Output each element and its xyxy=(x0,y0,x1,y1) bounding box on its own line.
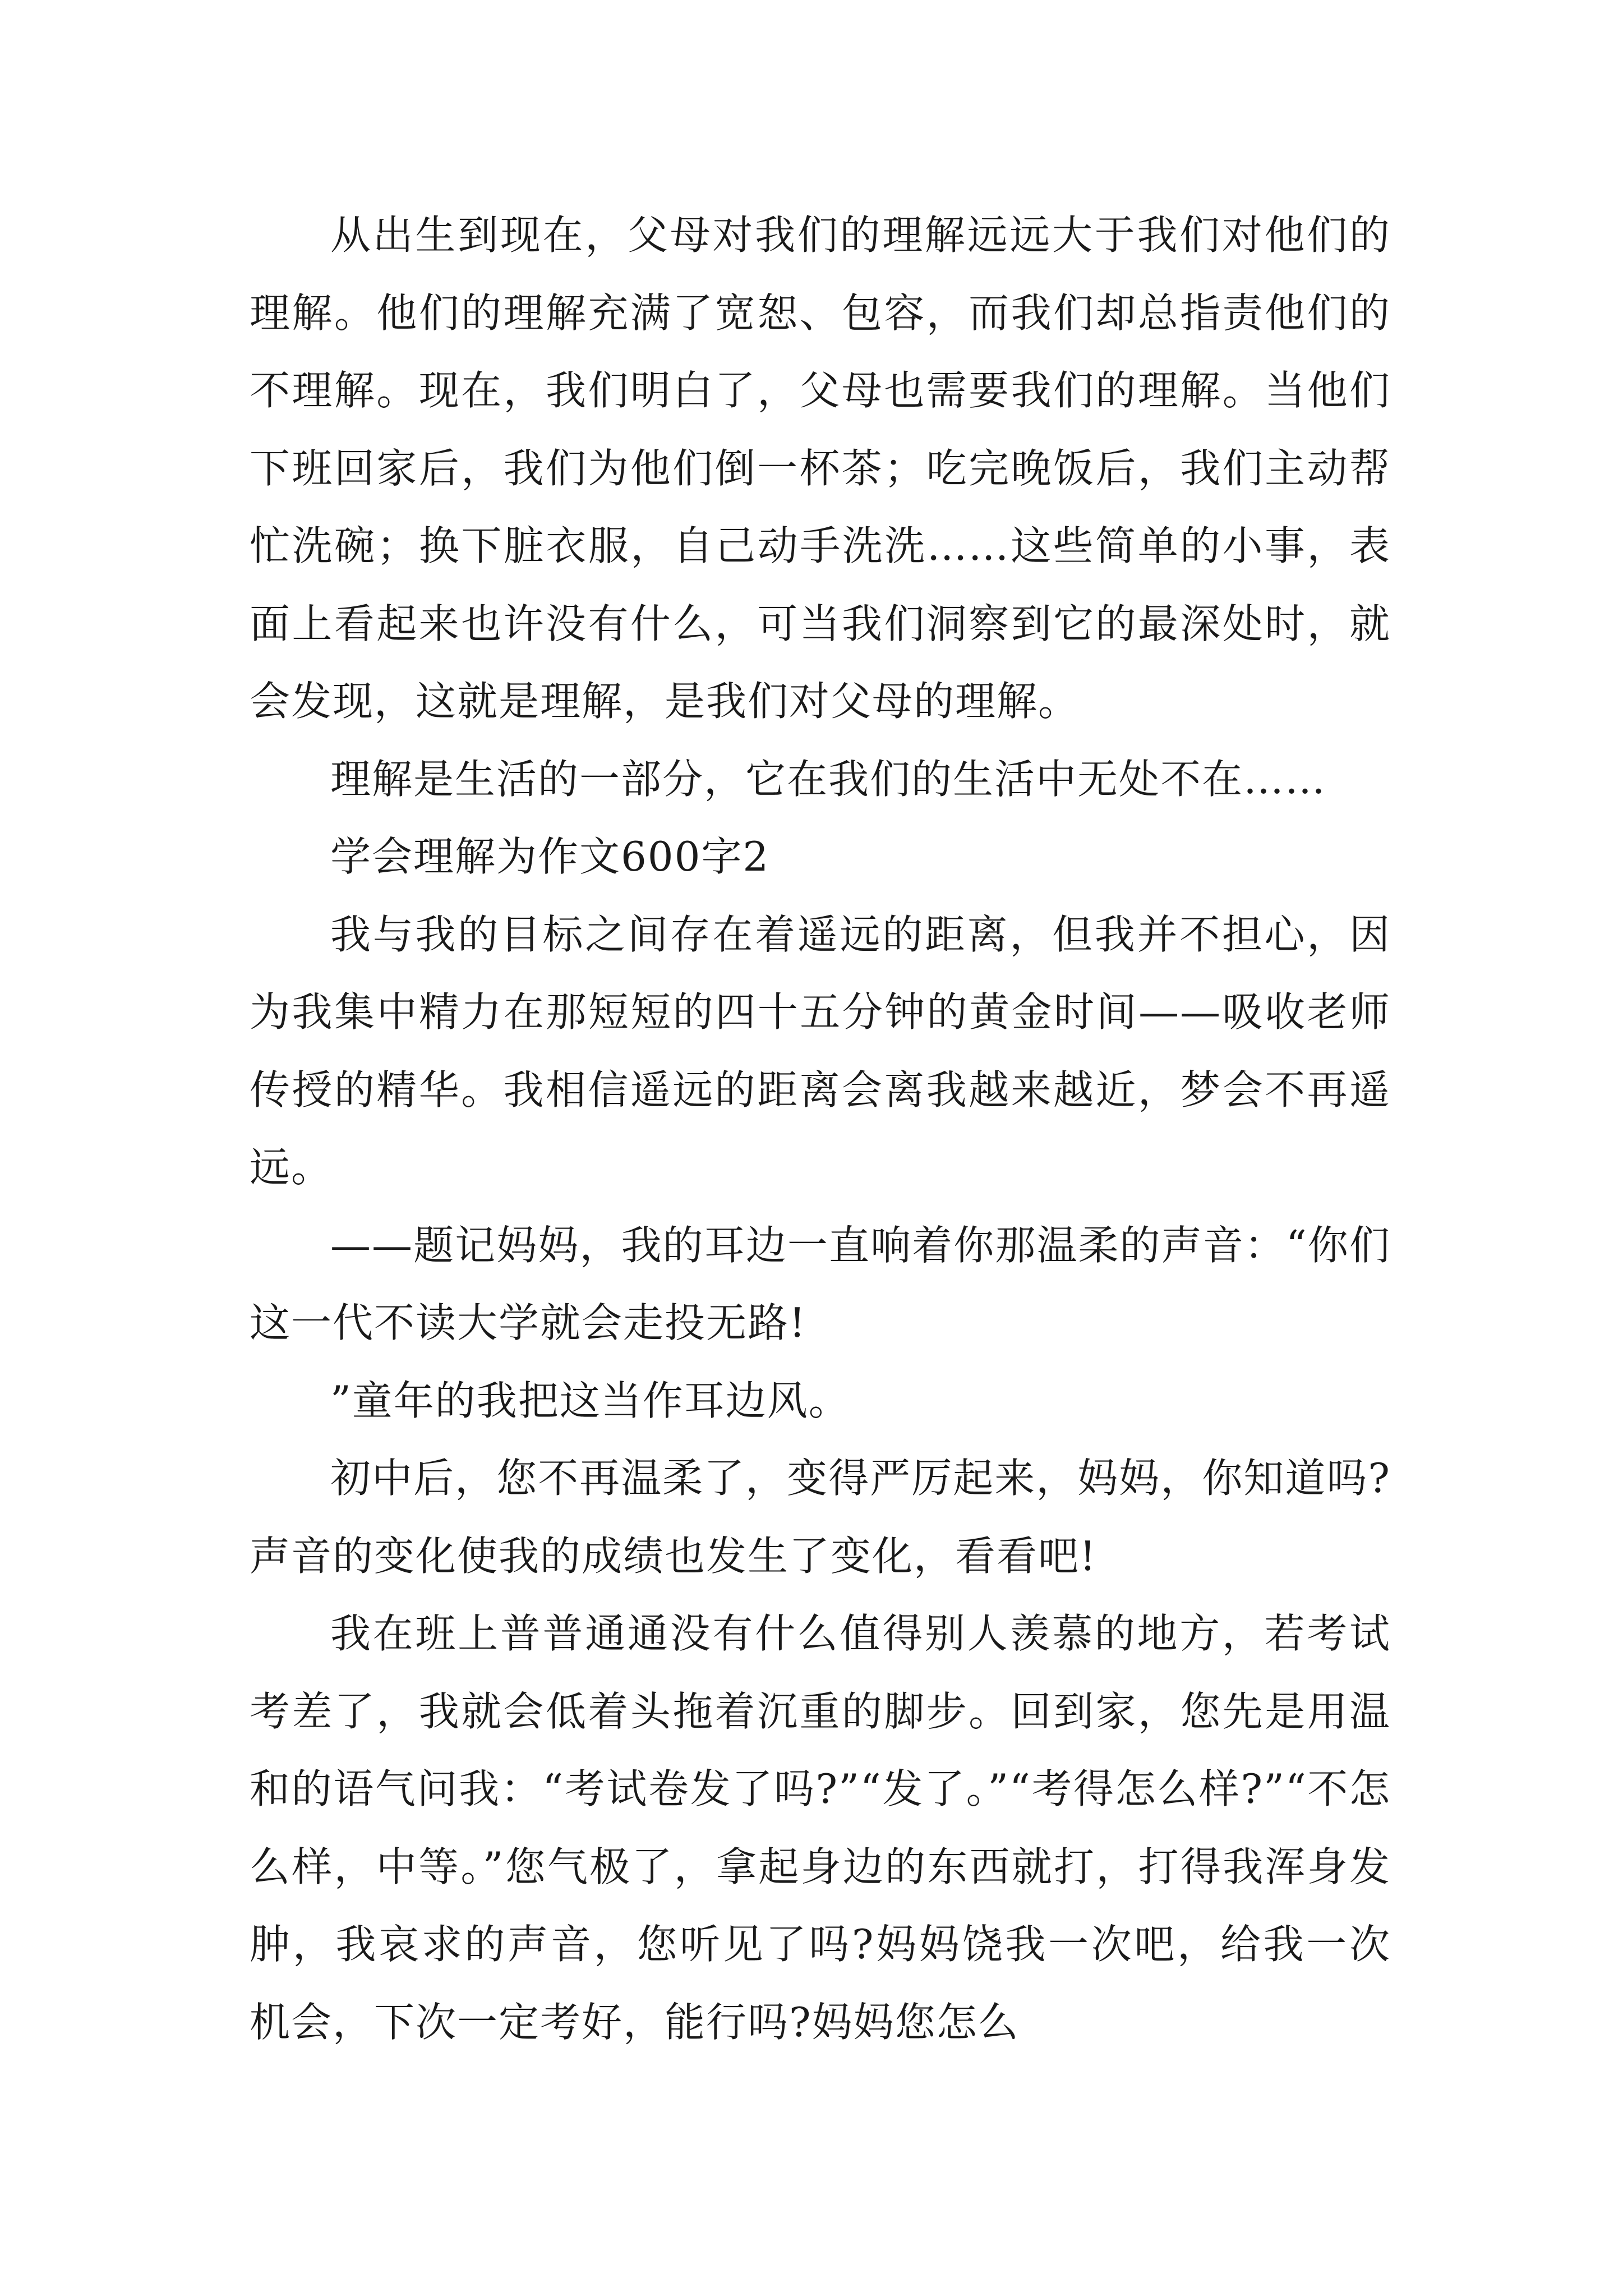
paragraph-middle-school: 初中后，您不再温柔了，变得严厉起来，妈妈，你知道吗?声音的变化使我的成绩也发生了变化，看看吧! xyxy=(250,1455,1391,1580)
paragraph-understanding-everywhere: 理解是生活的一部分，它在我们的生活中无处不在…… xyxy=(330,755,1327,803)
paragraph-exam-story: 我在班上普普通通没有什么值得别人羡慕的地方，若考试考差了，我就会低着头拖着沉重的脚步。回到家，您先是用温和的语气问我：“考试卷发了吗?”“发了。”“考得怎么样?”“不怎么样，中等。”您气极了，拿起身边的东西就打，打得我浑身发肿，我哀求的声音，您听见了吗?妈妈饶我一次吧，给我一次机会，下次一定考好，能行吗?妈妈您怎么 xyxy=(250,1610,1391,2046)
document-body xyxy=(250,196,1391,2061)
paragraph-understanding-parents: 从出生到现在，父母对我们的理解远远大于我们对他们的理解。他们的理解充满了宽恕、包容，而我们却总指责他们的不理解。现在，我们明白了，父母也需要我们的理解。当他们下班回家后，我们为他们倒一杯茶；吃完晚饭后，我们主动帮忙洗碗；换下脏衣服，自己动手洗洗……这些简单的小事，表面上看起来也许没有什么，可当我们洞察到它的最深处时，就会发现，这就是理解，是我们对父母的理解。 xyxy=(250,211,1391,725)
paragraph-epigraph-mother: ——题记妈妈，我的耳边一直响着你那温柔的声音：“你们这一代不读大学就会走投无路! xyxy=(250,1221,1391,1346)
essay-title: 学会理解为作文600字2 xyxy=(330,833,770,880)
paragraph-goal-distance: 我与我的目标之间存在着遥远的距离，但我并不担心，因为我集中精力在那短短的四十五分钟的黄金时间——吸收老师传授的精华。我相信遥远的距离会离我越来越近，梦会不再遥远。 xyxy=(250,910,1391,1191)
paragraph-childhood: ”童年的我把这当作耳边风。 xyxy=(330,1377,850,1424)
